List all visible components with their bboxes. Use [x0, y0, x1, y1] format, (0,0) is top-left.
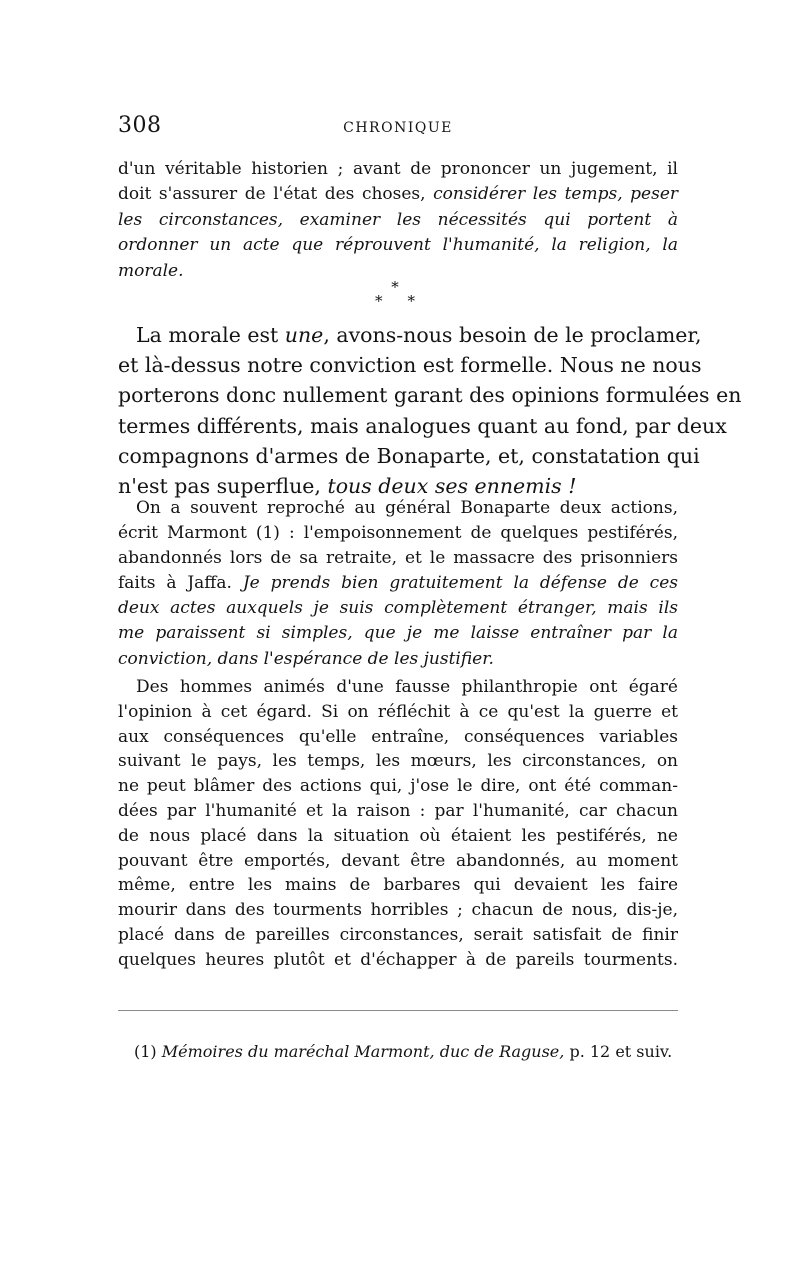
- text-line: écrit Marmont (1) : l'empoisonnement de quelques pestiférés,: [118, 523, 678, 544]
- asterisk: *: [407, 292, 415, 310]
- text-line: de nous placé dans la situation où étaient les pestiférés, ne: [118, 825, 678, 846]
- text-line: compagnons d'armes de Bonaparte, et, constatation qui: [118, 443, 700, 468]
- text-line: d'un véritable historien ; avant de prononcer un jugement, il: [118, 159, 678, 179]
- footnote-rule: [118, 1010, 678, 1011]
- text-line: doit s'assurer de l'état des choses, considérer les temps, peser: [118, 184, 679, 205]
- text-line: dées par l'humanité et la raison : par l'humanité, car chacun: [118, 800, 678, 821]
- running-head: CHRONIQUE: [343, 120, 453, 136]
- text-line: On a souvent reproché au général Bonaparte deux actions,: [136, 498, 678, 518]
- quotation-marmont: [118, 496, 678, 672]
- asterisk: *: [375, 292, 383, 310]
- text-line: placé dans de pareilles circonstances, serait satisfait de finir: [118, 924, 678, 945]
- paragraph-1: [118, 157, 678, 284]
- text-line: faits à Jaffa. Je prends bien gratuitement la défense de ces: [118, 573, 678, 594]
- text-line: me paraissent si simples, que je me laisse entraîner par la: [118, 623, 678, 644]
- text-line: ordonner un acte que réprouvent l'humanité, la religion, la: [118, 235, 678, 256]
- footnote-title: Mémoires du maréchal Marmont, duc de Raguse,: [161, 1042, 565, 1061]
- paragraph-2: [118, 320, 742, 501]
- text-line: et là-dessus notre conviction est formelle. Nous ne nous: [118, 353, 702, 378]
- text-line: ne peut blâmer des actions qui, j'ose le dire, ont été comman-: [118, 776, 678, 797]
- text-line: abandonnés lors de sa retraite, et le massacre des prisonniers: [118, 548, 678, 569]
- text-line: l'opinion à cet égard. Si on réfléchit à ce qu'est la guerre et: [118, 701, 678, 722]
- text-line: aux conséquences qu'elle entraîne, conséquences variables: [118, 726, 678, 747]
- text-line: même, entre les mains de barbares qui devaient les faire: [118, 875, 678, 896]
- text-line: Des hommes animés d'une fausse philanthropie ont égaré: [136, 677, 678, 697]
- text-line: pouvant être emportés, devant être abandonnés, au moment: [118, 850, 678, 871]
- text-line: suivant le pays, les temps, les mœurs, les circonstances, on: [118, 751, 678, 772]
- text-line: mourir dans des tourments horribles ; chacun de nous, dis-je,: [118, 900, 678, 921]
- footnote-marker: (1): [134, 1042, 157, 1061]
- text-line: morale.: [118, 260, 184, 281]
- footnote-ref: p. 12 et suiv.: [569, 1042, 673, 1061]
- asterisk: *: [391, 278, 399, 296]
- asterism-divider: [365, 278, 425, 314]
- paragraph-4: [118, 675, 678, 973]
- text-line: les circonstances, examiner les nécessités qui portent à: [118, 209, 678, 230]
- text-line: n'est pas superflue, tous deux ses ennemis !: [118, 474, 577, 499]
- footnote: [134, 1042, 678, 1061]
- text-line: conviction, dans l'espérance de les justifier.: [118, 648, 494, 669]
- text-line: quelques heures plutôt et d'échapper à de pareils tourments.: [118, 949, 678, 970]
- text-line: termes différents, mais analogues quant au fond, par deux: [118, 413, 727, 438]
- page-header: [118, 113, 678, 143]
- text-line: La morale est une, avons-nous besoin de le proclamer,: [136, 323, 702, 347]
- text-line: porterons donc nullement garant des opinions formulées en: [118, 383, 742, 408]
- page-number: 308: [118, 113, 162, 138]
- text-line: deux actes auxquels je suis complètement étranger, mais ils: [118, 598, 678, 619]
